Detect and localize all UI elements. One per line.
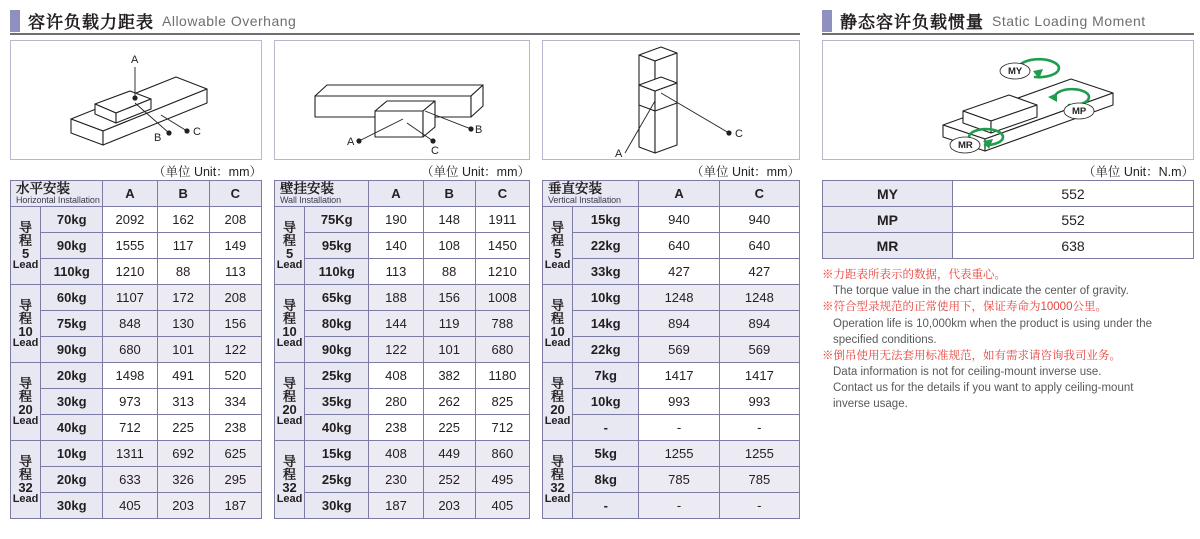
value-cell: 993 xyxy=(639,389,719,415)
table-row xyxy=(275,311,530,337)
value-cell: 1255 xyxy=(719,441,799,467)
value-cell: 825 xyxy=(475,389,529,415)
load-cell: 30kg xyxy=(41,389,103,415)
diagram-vertical-installation xyxy=(542,40,800,160)
value-cell: 633 xyxy=(103,467,157,493)
value-cell: 1210 xyxy=(103,259,157,285)
moment-key-cell: MP xyxy=(823,207,953,233)
table-row xyxy=(11,337,262,363)
value-cell: 491 xyxy=(157,363,209,389)
value-cell: 148 xyxy=(423,207,475,233)
value-cell: 1248 xyxy=(719,285,799,311)
column-header-b: B xyxy=(423,181,475,207)
load-cell: 90kg xyxy=(41,337,103,363)
load-cell: 25kg xyxy=(305,363,369,389)
value-cell: 108 xyxy=(423,233,475,259)
moment-value-cell: 552 xyxy=(953,207,1194,233)
lead-group-cell: 导 程 32 Lead xyxy=(11,441,41,519)
table-row xyxy=(275,259,530,285)
value-cell: 140 xyxy=(369,233,423,259)
value-cell: 252 xyxy=(423,467,475,493)
load-cell: 14kg xyxy=(573,311,639,337)
value-cell: 230 xyxy=(369,467,423,493)
lead-group-cell: 导 程 10 Lead xyxy=(275,285,305,363)
value-cell: 119 xyxy=(423,311,475,337)
section-title-cn: 静态容许负载惯量 xyxy=(840,13,984,32)
load-cell: 10kg xyxy=(573,389,639,415)
table-row xyxy=(11,389,262,415)
value-cell: 162 xyxy=(157,207,209,233)
load-cell: 110kg xyxy=(41,259,103,285)
value-cell: 101 xyxy=(157,337,209,363)
load-cell: 40kg xyxy=(305,415,369,441)
note-line: specified conditions. xyxy=(833,333,937,346)
lead-group-cell: 导 程 20 Lead xyxy=(275,363,305,441)
table-row xyxy=(11,311,262,337)
lead-group-cell: 导 程 20 Lead xyxy=(543,363,573,441)
value-cell: 692 xyxy=(157,441,209,467)
value-cell: 203 xyxy=(423,493,475,519)
value-cell: 788 xyxy=(475,311,529,337)
table-body xyxy=(823,181,1194,259)
table-row xyxy=(275,207,530,233)
value-cell: 295 xyxy=(209,467,261,493)
value-cell: 940 xyxy=(719,207,799,233)
value-cell: 122 xyxy=(209,337,261,363)
load-cell: 30kg xyxy=(41,493,103,519)
note-line: Operation life is 10,000km when the product is using under the xyxy=(833,317,1152,330)
load-cell: 110kg xyxy=(305,259,369,285)
table-title-cn: 壁挂安装 xyxy=(280,180,334,196)
table-title-cn: 垂直安装 xyxy=(548,180,602,196)
column-header-a: A xyxy=(639,181,719,207)
section-header-static-loading-moment xyxy=(822,8,1194,33)
moment-value-cell: 638 xyxy=(953,233,1194,259)
value-cell: - xyxy=(639,415,719,441)
value-cell: 940 xyxy=(639,207,719,233)
load-cell: 20kg xyxy=(41,467,103,493)
note-line: Data information is not for ceiling-mount inverse use. xyxy=(833,366,1102,379)
column-header-a: A xyxy=(369,181,423,207)
diagram-label-a: A xyxy=(131,54,139,66)
table-row xyxy=(543,207,800,233)
table-body xyxy=(543,207,800,519)
load-cell: 8kg xyxy=(573,467,639,493)
value-cell: 405 xyxy=(103,493,157,519)
lead-group-cell: 导 程 10 Lead xyxy=(543,285,573,363)
value-cell: 785 xyxy=(639,467,719,493)
table-row xyxy=(11,441,262,467)
unit-caption-wall: （单位 Unit：mm） xyxy=(420,165,530,179)
load-cell: 15kg xyxy=(573,207,639,233)
value-cell: 238 xyxy=(209,415,261,441)
diagram-wall-installation xyxy=(274,40,530,160)
value-cell: 712 xyxy=(103,415,157,441)
section-divider-left xyxy=(10,33,800,35)
value-cell: 712 xyxy=(475,415,529,441)
value-cell: 156 xyxy=(209,311,261,337)
section-accent-bar xyxy=(822,10,832,32)
table-row xyxy=(275,233,530,259)
value-cell: 1255 xyxy=(639,441,719,467)
load-cell: 95kg xyxy=(305,233,369,259)
load-cell: 15kg xyxy=(305,441,369,467)
value-cell: 1911 xyxy=(475,207,529,233)
table-row xyxy=(543,415,800,441)
value-cell: 190 xyxy=(369,207,423,233)
table-row xyxy=(11,363,262,389)
value-cell: 1008 xyxy=(475,285,529,311)
note-line: ※倒吊使用无法套用标准规范，如有需求请咨询我司业务。 xyxy=(822,349,1121,362)
value-cell: 894 xyxy=(719,311,799,337)
value-cell: 262 xyxy=(423,389,475,415)
value-cell: 427 xyxy=(719,259,799,285)
value-cell: 449 xyxy=(423,441,475,467)
table-row xyxy=(543,441,800,467)
table-row xyxy=(275,493,530,519)
value-cell: 1210 xyxy=(475,259,529,285)
value-cell: 188 xyxy=(369,285,423,311)
table-row xyxy=(11,467,262,493)
load-cell: 30kg xyxy=(305,493,369,519)
note-line: The torque value in the chart indicate the center of gravity. xyxy=(833,285,1129,298)
load-cell: 65kg xyxy=(305,285,369,311)
value-cell: 156 xyxy=(423,285,475,311)
load-cell: - xyxy=(573,415,639,441)
diagram-label-c: C xyxy=(431,145,439,157)
diagram-label-a: A xyxy=(347,136,355,148)
value-cell: 334 xyxy=(209,389,261,415)
column-header-b: B xyxy=(157,181,209,207)
value-cell: 680 xyxy=(475,337,529,363)
value-cell: 894 xyxy=(639,311,719,337)
diagram-horizontal-installation xyxy=(10,40,262,160)
table-row xyxy=(543,311,800,337)
lead-group-cell: 导 程 32 Lead xyxy=(275,441,305,519)
value-cell: 149 xyxy=(209,233,261,259)
load-cell: 20kg xyxy=(41,363,103,389)
value-cell: 973 xyxy=(103,389,157,415)
value-cell: 2092 xyxy=(103,207,157,233)
note-line: inverse usage. xyxy=(833,398,908,411)
value-cell: 1311 xyxy=(103,441,157,467)
table-row xyxy=(275,441,530,467)
value-cell: 1555 xyxy=(103,233,157,259)
value-cell: 640 xyxy=(719,233,799,259)
value-cell: 238 xyxy=(369,415,423,441)
value-cell: 427 xyxy=(639,259,719,285)
column-header-a: A xyxy=(103,181,157,207)
unit-caption-moment: （单位 Unit：N.m） xyxy=(1082,165,1194,179)
value-cell: 208 xyxy=(209,285,261,311)
load-cell: 10kg xyxy=(573,285,639,311)
value-cell: 326 xyxy=(157,467,209,493)
value-cell: - xyxy=(719,493,799,519)
value-cell: 117 xyxy=(157,233,209,259)
load-cell: 40kg xyxy=(41,415,103,441)
value-cell: 101 xyxy=(423,337,475,363)
value-cell: 569 xyxy=(719,337,799,363)
table-row xyxy=(275,363,530,389)
load-cell: 33kg xyxy=(573,259,639,285)
table-wall-installation xyxy=(274,180,530,519)
value-cell: 88 xyxy=(423,259,475,285)
moment-label-my: MY xyxy=(1008,66,1023,77)
value-cell: 130 xyxy=(157,311,209,337)
table-row xyxy=(11,415,262,441)
value-cell: - xyxy=(719,415,799,441)
table-row xyxy=(543,493,800,519)
note-line: ※符合型录规范的正常使用下，保证寿命为10000公里。 xyxy=(822,301,1107,314)
lead-group-cell: 导 程 5 Lead xyxy=(543,207,573,285)
value-cell: 1417 xyxy=(719,363,799,389)
table-title-cn: 水平安装 xyxy=(16,180,70,196)
lead-group-cell: 导 程 20 Lead xyxy=(11,363,41,441)
diagram-label-b: B xyxy=(154,132,162,144)
notes-block xyxy=(822,268,1200,414)
load-cell: 22kg xyxy=(573,233,639,259)
diagram-label-c: C xyxy=(193,126,201,138)
load-cell: 75Kg xyxy=(305,207,369,233)
value-cell: 495 xyxy=(475,467,529,493)
moment-key-cell: MR xyxy=(823,233,953,259)
moment-label-mr: MR xyxy=(958,140,973,151)
load-cell: 5kg xyxy=(573,441,639,467)
table-row xyxy=(275,467,530,493)
section-title-en: Allowable Overhang xyxy=(162,12,297,29)
value-cell: 1248 xyxy=(639,285,719,311)
moment-value-cell: 552 xyxy=(953,181,1194,207)
unit-caption-vertical: （单位 Unit：mm） xyxy=(690,165,800,179)
load-cell: 70kg xyxy=(41,207,103,233)
table-body xyxy=(275,207,530,519)
column-header-c: C xyxy=(209,181,261,207)
value-cell: 1498 xyxy=(103,363,157,389)
load-cell: 80kg xyxy=(305,311,369,337)
value-cell: - xyxy=(639,493,719,519)
value-cell: 408 xyxy=(369,441,423,467)
table-row xyxy=(275,389,530,415)
value-cell: 680 xyxy=(103,337,157,363)
table-header-row xyxy=(543,181,800,207)
table-title-en: Vertical Installation xyxy=(548,194,621,205)
table-row xyxy=(11,259,262,285)
table-row xyxy=(543,285,800,311)
table-row xyxy=(823,207,1194,233)
value-cell: 640 xyxy=(639,233,719,259)
value-cell: 1417 xyxy=(639,363,719,389)
table-row xyxy=(823,233,1194,259)
table-row xyxy=(275,337,530,363)
value-cell: 88 xyxy=(157,259,209,285)
unit-caption-horizontal: （单位 Unit：mm） xyxy=(152,165,262,179)
value-cell: 520 xyxy=(209,363,261,389)
section-header-allowable-overhang xyxy=(10,8,800,33)
load-cell: 60kg xyxy=(41,285,103,311)
value-cell: 785 xyxy=(719,467,799,493)
value-cell: 172 xyxy=(157,285,209,311)
value-cell: 1180 xyxy=(475,363,529,389)
value-cell: 405 xyxy=(475,493,529,519)
value-cell: 280 xyxy=(369,389,423,415)
section-accent-bar xyxy=(10,10,20,32)
table-row xyxy=(11,233,262,259)
column-header-c: C xyxy=(475,181,529,207)
load-cell: - xyxy=(573,493,639,519)
table-header-row xyxy=(11,181,262,207)
value-cell: 225 xyxy=(423,415,475,441)
table-row xyxy=(543,233,800,259)
value-cell: 848 xyxy=(103,311,157,337)
diagram-static-loading-moment xyxy=(822,40,1194,160)
table-row xyxy=(543,259,800,285)
note-line: Contact us for the details if you want to apply ceiling-mount xyxy=(833,382,1134,395)
value-cell: 187 xyxy=(369,493,423,519)
table-title-en: Horizontal Installation xyxy=(16,194,100,205)
table-row xyxy=(11,285,262,311)
section-divider-right xyxy=(822,33,1194,35)
table-row xyxy=(275,415,530,441)
table-static-loading-moment xyxy=(822,180,1194,259)
load-cell: 10kg xyxy=(41,441,103,467)
load-cell: 90kg xyxy=(41,233,103,259)
value-cell: 313 xyxy=(157,389,209,415)
value-cell: 225 xyxy=(157,415,209,441)
value-cell: 993 xyxy=(719,389,799,415)
section-title-en: Static Loading Moment xyxy=(992,12,1146,29)
table-row xyxy=(11,493,262,519)
diagram-label-c: C xyxy=(735,128,743,140)
value-cell: 208 xyxy=(209,207,261,233)
table-body xyxy=(11,207,262,519)
table-vertical-installation xyxy=(542,180,800,519)
lead-group-cell: 导 程 5 Lead xyxy=(275,207,305,285)
table-row xyxy=(543,363,800,389)
value-cell: 408 xyxy=(369,363,423,389)
table-row xyxy=(543,389,800,415)
load-cell: 25kg xyxy=(305,467,369,493)
table-horizontal-installation xyxy=(10,180,262,519)
load-cell: 22kg xyxy=(573,337,639,363)
section-title-cn: 容许负载力距表 xyxy=(28,13,154,32)
value-cell: 382 xyxy=(423,363,475,389)
value-cell: 187 xyxy=(209,493,261,519)
table-title-en: Wall Installation xyxy=(280,194,341,205)
value-cell: 113 xyxy=(209,259,261,285)
lead-group-cell: 导 程 5 Lead xyxy=(11,207,41,285)
lead-group-cell: 导 程 32 Lead xyxy=(543,441,573,519)
value-cell: 860 xyxy=(475,441,529,467)
diagram-label-a: A xyxy=(615,148,623,159)
load-cell: 7kg xyxy=(573,363,639,389)
moment-key-cell: MY xyxy=(823,181,953,207)
value-cell: 144 xyxy=(369,311,423,337)
value-cell: 203 xyxy=(157,493,209,519)
diagram-label-b: B xyxy=(475,124,483,136)
table-row xyxy=(275,285,530,311)
moment-label-mp: MP xyxy=(1072,106,1087,117)
table-title-cell xyxy=(275,181,369,207)
lead-group-cell: 导 程 10 Lead xyxy=(11,285,41,363)
column-header-c: C xyxy=(719,181,799,207)
value-cell: 1107 xyxy=(103,285,157,311)
value-cell: 625 xyxy=(209,441,261,467)
load-cell: 35kg xyxy=(305,389,369,415)
load-cell: 90kg xyxy=(305,337,369,363)
value-cell: 569 xyxy=(639,337,719,363)
table-row xyxy=(543,467,800,493)
value-cell: 1450 xyxy=(475,233,529,259)
table-header-row xyxy=(275,181,530,207)
table-title-cell xyxy=(543,181,639,207)
value-cell: 113 xyxy=(369,259,423,285)
load-cell: 75kg xyxy=(41,311,103,337)
table-row xyxy=(543,337,800,363)
table-row xyxy=(11,207,262,233)
value-cell: 122 xyxy=(369,337,423,363)
table-row xyxy=(823,181,1194,207)
table-title-cell xyxy=(11,181,103,207)
note-line: ※力距表所表示的数据，代表重心。 xyxy=(822,269,1006,281)
